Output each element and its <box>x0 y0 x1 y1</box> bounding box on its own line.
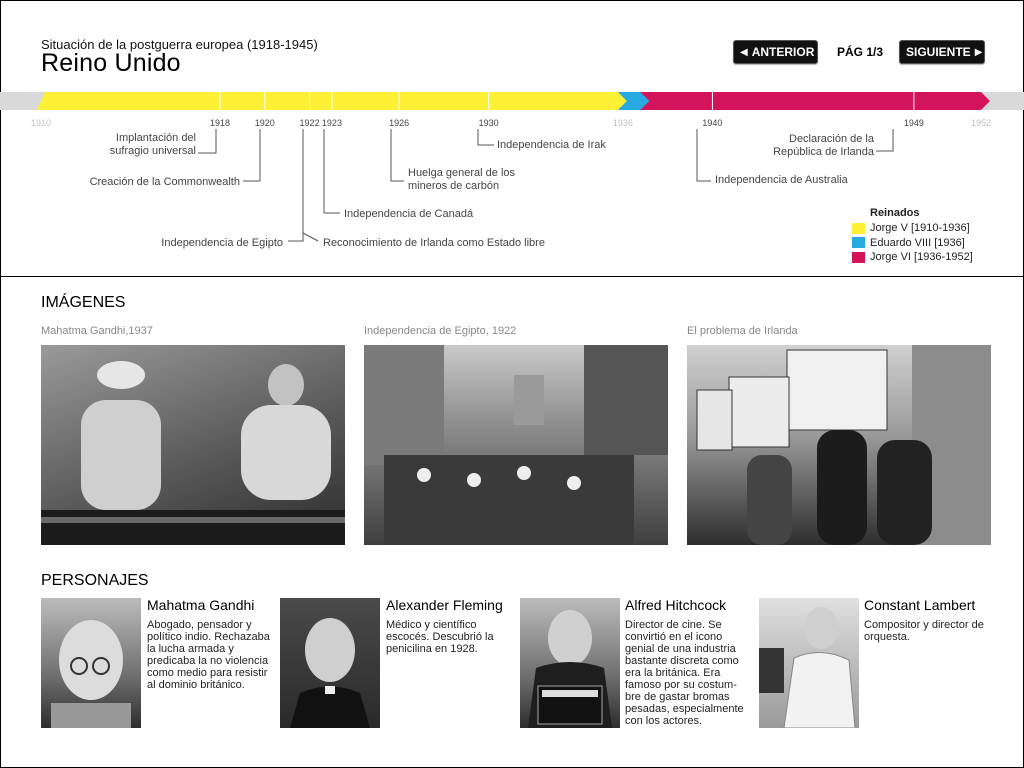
photo-placeholder <box>364 345 668 545</box>
tick-label: 1949 <box>903 118 924 128</box>
person-name: Alexander Fleming <box>386 597 503 613</box>
event-label: Independencia de Irak <box>497 139 606 151</box>
portrait-placeholder <box>759 598 859 728</box>
tick-label: 1920 <box>254 118 275 128</box>
previous-button[interactable] <box>733 40 818 64</box>
tick-label: 1923 <box>321 118 342 128</box>
bio-line: la lucha armada y <box>147 643 234 655</box>
event-label: Reconocimiento de Irlanda como Estado libre <box>323 237 545 249</box>
image-caption: El problema de Irlanda <box>687 325 798 337</box>
page-subtitle: Situación de la postguerra europea (1918-1945) <box>41 37 318 52</box>
bio-line: Abogado, pensador y <box>147 619 252 631</box>
bio-line: al dominio británico. <box>147 679 245 691</box>
legend-label: Jorge VI [1936-1952] <box>870 251 973 264</box>
bio-line: escocés. Descubrió la <box>386 631 494 643</box>
image-caption: Independencia de Egipto, 1922 <box>364 325 517 337</box>
bio-line: penicilina en 1928. <box>386 643 478 655</box>
tick-label: 1936 <box>612 118 633 128</box>
tick-label: 1952 <box>970 118 992 128</box>
legend-item <box>852 221 973 236</box>
photo-egypt-independence-1922[interactable] <box>364 345 668 545</box>
legend-item <box>852 236 973 251</box>
page-title: Reino Unido <box>41 49 181 77</box>
bio-line: Compositor y director de <box>864 619 984 631</box>
event-label: Declaración de la <box>789 133 874 145</box>
photo-gandhi-1937[interactable] <box>41 345 345 545</box>
reign-band-jorge-v <box>37 92 632 110</box>
next-button[interactable] <box>899 40 985 64</box>
event-leader <box>876 129 893 151</box>
event-label: sufragio universal <box>109 145 196 157</box>
triangle-left-icon: ◀ <box>740 46 748 58</box>
bio-line: orquesta. <box>864 631 910 643</box>
bio-line: era la británica. Era <box>625 667 721 679</box>
legend-swatch-eduardo-viii <box>852 237 865 248</box>
bio-line: genial de una industria <box>625 643 736 655</box>
portrait-placeholder <box>41 598 141 728</box>
bio-line: político indio. Rechazaba <box>147 631 270 643</box>
person-name: Alfred Hitchcock <box>625 597 727 613</box>
tick-label: 1922 <box>299 118 320 128</box>
event-label: mineros de carbón <box>408 180 500 192</box>
event-leader <box>288 129 303 241</box>
person-bio <box>625 619 744 727</box>
photo-irish-problem[interactable] <box>687 345 991 545</box>
bio-line: Director de cine. Se <box>625 619 722 631</box>
bio-line: Médico y científico <box>386 619 477 631</box>
previous-button-label: ANTERIOR <box>751 45 815 59</box>
tick-label: 1910 <box>30 118 52 128</box>
event-label: República de Irlanda <box>773 146 874 158</box>
legend-item <box>852 250 973 265</box>
event-leader <box>324 129 340 213</box>
portrait-placeholder <box>520 598 620 728</box>
portrait-lambert[interactable] <box>759 598 859 728</box>
bio-line: convirtió en el icono <box>625 631 723 643</box>
event-leader <box>243 129 260 181</box>
image-caption: Mahatma Gandhi,1937 <box>41 325 153 337</box>
person-name: Constant Lambert <box>864 597 976 613</box>
event-leader <box>391 129 404 181</box>
bio-line: predicaba la no violencia <box>147 655 269 667</box>
photo-placeholder <box>41 345 345 545</box>
tick-label: 1918 <box>210 118 231 128</box>
event-leader <box>697 129 711 181</box>
section-divider <box>0 276 1024 277</box>
event-label: Creación de la Commonwealth <box>89 176 240 188</box>
legend-label: Jorge V [1910-1936] <box>870 222 970 235</box>
bio-line: bastante discreta como <box>625 655 739 667</box>
bio-line: famoso por su costum- <box>625 679 737 691</box>
portrait-gandhi[interactable] <box>41 598 141 728</box>
portrait-fleming[interactable] <box>280 598 380 728</box>
people-section-title: PERSONAJES <box>41 572 149 589</box>
person-bio <box>147 619 270 691</box>
tick-label: 1940 <box>702 118 723 128</box>
triangle-right-icon: ▶ <box>974 46 983 58</box>
person-bio <box>864 619 984 643</box>
event-leader <box>303 233 318 241</box>
images-section-title: IMÁGENES <box>41 294 126 311</box>
event-label: Implantación del <box>115 132 196 144</box>
person-bio <box>386 619 494 655</box>
event-leader <box>198 129 216 153</box>
reigns-legend <box>852 207 973 265</box>
legend-swatch-jorge-vi <box>852 252 865 263</box>
event-leader <box>478 129 494 145</box>
portrait-placeholder <box>280 598 380 728</box>
tick-label: 1926 <box>389 118 410 128</box>
legend-title: Reinados <box>870 207 920 219</box>
legend-swatch-jorge-v <box>852 223 865 234</box>
bio-line: con los actores. <box>625 715 703 727</box>
bio-line: bre de gastar bromas <box>625 691 730 703</box>
event-label: Independencia de Australia <box>715 174 848 186</box>
tick-label: 1930 <box>478 118 499 128</box>
reign-band-jorge-vi <box>640 92 990 110</box>
photo-placeholder <box>687 345 991 545</box>
person-name: Mahatma Gandhi <box>147 597 255 613</box>
page-indicator: PÁG 1/3 <box>837 45 884 59</box>
event-label: Independencia de Egipto <box>161 237 283 249</box>
portrait-hitchcock[interactable] <box>520 598 620 728</box>
event-label: Huelga general de los <box>408 167 516 179</box>
next-button-label: SIGUIENTE <box>906 45 971 59</box>
bio-line: pesadas, especialmente <box>625 703 744 715</box>
bio-line: como medio para resistir <box>147 667 268 679</box>
legend-label: Eduardo VIII [1936] <box>870 236 965 249</box>
event-label: Independencia de Canadá <box>344 208 474 220</box>
